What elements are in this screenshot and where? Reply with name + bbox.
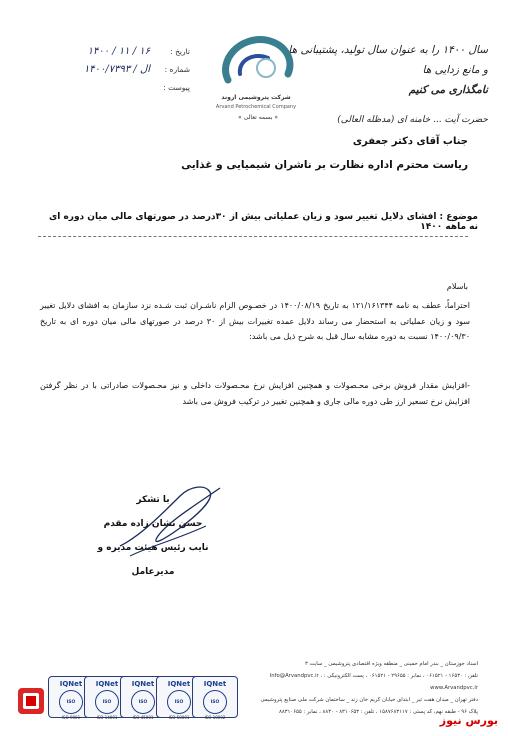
cert-code: ISO 50001	[168, 715, 190, 720]
signature-title: نایب رئیس هیئت مدیره و مدیرعامل	[97, 543, 209, 577]
cert-seal-icon: ISO	[203, 690, 227, 714]
cert-code: ISO 45001	[132, 715, 154, 720]
watermark-logo-icon	[14, 682, 48, 720]
cert-brand: IQNet	[59, 680, 83, 688]
subject-line: موضوع : افشای دلایل تغییر سود و زیان عملیاتی بیش از ۳۰درصد در صورتهای مالی میان دوره ای نه ماهه ۱۴۰۰	[49, 212, 478, 232]
addressee-title: ریاست محترم اداره نظارت بر ناشران شیمیایی و غذایی	[181, 159, 468, 171]
cert-brand: IQNet	[131, 680, 155, 688]
handwritten-signature	[110, 476, 230, 566]
letter-meta	[30, 42, 190, 96]
footer-line-3: دفتر تهران _ میدان هفت تیر _ ابتدای خیابان کریم خان زند _ ساختمان شرکت ملی صنایع پتروشیمی	[260, 697, 478, 703]
meta-attachment-label: پیوست :	[163, 82, 190, 92]
meta-date-label: تاریخ :	[170, 46, 190, 56]
slogan	[288, 40, 488, 130]
meta-date-value: ۱۴۰۰ / ۱۱ / ۱۶	[87, 45, 150, 57]
footer-line-4: پلاک ۹۶ - طبقه نهم، کد پستی : ۱۵۸۷۶۸۳۱۱۷ ، تلفن : ۸۳۱۰۶۵۳ - ۸۸۳۰ ، نمابر : ۸۸۳۱۰۶۵۵	[278, 709, 478, 715]
cert-code: ISO 14001	[96, 715, 118, 720]
cert-seal-icon: ISO	[167, 690, 191, 714]
cert-code: ISO 10002	[204, 715, 226, 720]
slogan-attribution: حضرت آیت ... خامنه ای (مدظله العالی)	[337, 115, 488, 125]
company-name: شرکت پتروشیمی اروند	[221, 94, 291, 101]
meta-attachment-row	[30, 78, 190, 96]
slogan-line-2: نامگذاری می کنیم	[408, 84, 488, 96]
body-paragraph-2: -افزایش مقدار فروش برخی محـصولات و همچنین افزایش نرخ محـصولات داخلی و نیز محـصولات صادراتی با در نظر گرفتن افزایش نرخ تسعیر ارز طی دوره مالی جاری و همچنین تغییر در ترکیب فروش می باشد	[40, 381, 470, 406]
cert-seal-icon: ISO	[131, 690, 155, 714]
body-paragraph-1: احتراماً، عطف به نامه ۱۲۱/۱۶۱۳۴۴ به تاریخ ۱۴۰۰/۰۸/۱۹ در خصـوص الزام ناشـران ثبت شـده نزد سازمان به افشای دلایل تغییر سود و زیان عملیاتی به استحضار می رساند دلایل عمده تغییرات بیش از ۳۰ درصد در صورتهای مالی میان دوره ای به تاریخ ۱۴۰۰/۰۹/۳۰ نسبت به دوره مشابه سال قبل به شرح ذیل می باشد:	[40, 301, 470, 341]
meta-number-value: ۱۴۰۰/ال / ۷۳۹۳	[83, 63, 150, 75]
cert-brand: IQNet	[203, 680, 227, 688]
watermark-text: بورس نیوز	[439, 714, 498, 727]
signature-closing: با تشکر	[136, 495, 170, 505]
signature-name: حسن نشان زاده مقدم	[103, 519, 203, 529]
meta-date-row	[30, 42, 190, 60]
cert-seal-icon: ISO	[59, 690, 83, 714]
cert-seal-icon: ISO	[95, 690, 119, 714]
slogan-line-1: سال ۱۴۰۰ را به عنوان سال تولید، پشتیبانی ها و مانع زدایی ها	[288, 44, 488, 76]
footer-line-1: اسناد خوزستان _ بندر امام خمینی _ منطقه ویژه اقتصادی پتروشیمی _ سایت ۳	[305, 661, 478, 667]
iqnet-cert-badge	[192, 676, 238, 718]
cert-code: ISO 9001	[61, 715, 81, 720]
meta-number-row	[30, 60, 190, 78]
subject-divider	[38, 236, 468, 237]
bismillah: « بسمه تعالی »	[238, 114, 278, 121]
greeting: باسلام	[446, 282, 468, 291]
company-name-en: Arvand Petrochemical Company	[215, 104, 297, 110]
meta-number-label: شماره :	[164, 64, 190, 74]
footer-address	[228, 658, 478, 718]
addressee-name: جناب آقای دکتر جعفری	[352, 136, 468, 147]
cert-brand: IQNet	[167, 680, 191, 688]
footer-line-2: تلفن : ۱۶۵۳۰ - ۰۶۱۵۲۱ ، نمابر : ۲۹۶۵۵ - ۰۶۱۵۲۱ ، پست الکترونیکی : Info@Arvandpvc.ir ، www.Arvandpvc.ir	[269, 673, 478, 691]
cert-brand: IQNet	[95, 680, 119, 688]
